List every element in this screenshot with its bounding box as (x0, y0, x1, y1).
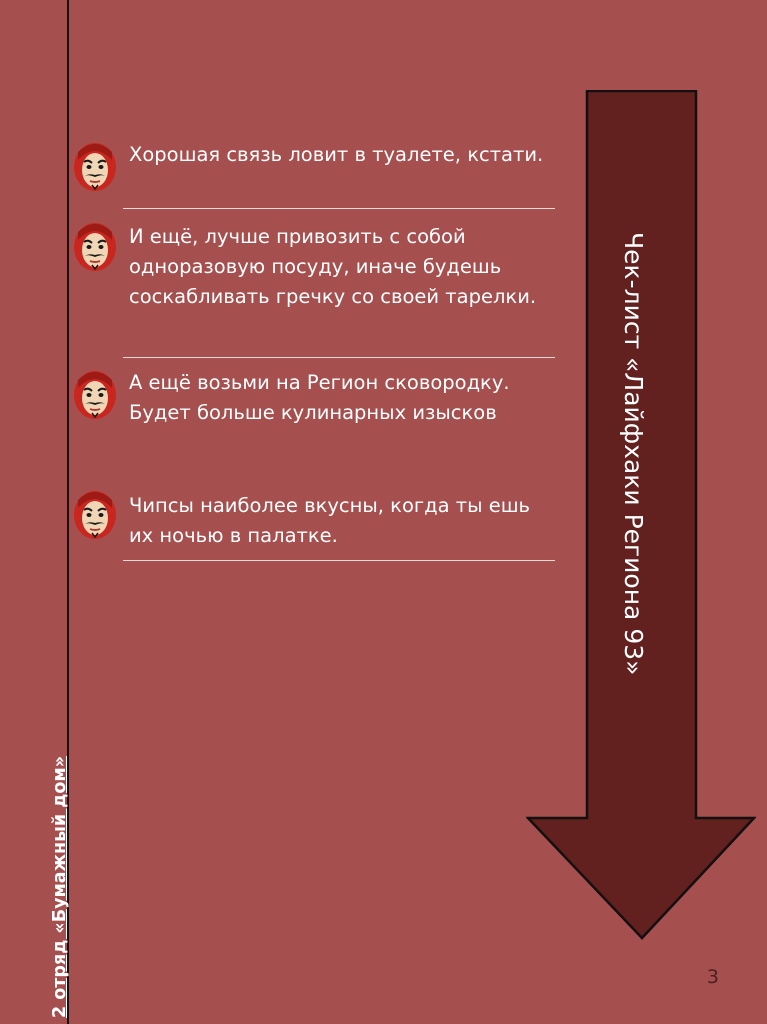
list-item-text: И ещё, лучше привозить с собой одноразовую посуду, иначе будешь соскабливать гречку со своей тарелки. (129, 225, 537, 308)
checklist-title: Чек-лист «Лайфхаки Региона 93» (619, 232, 648, 676)
dali-mask-icon (72, 140, 118, 192)
item-divider (123, 208, 555, 209)
item-divider (123, 357, 555, 358)
list-item-text: Чипсы наиболее вкусны, когда ты ешь их ночью в палатке. (129, 494, 531, 547)
page-number: 3 (706, 966, 719, 988)
dali-mask-icon (72, 368, 118, 420)
dali-mask-icon (72, 220, 118, 272)
item-divider (123, 560, 555, 561)
dali-mask-icon (72, 488, 118, 540)
list-item-text: А ещё возьми на Регион сковородку. Будет больше кулинарных изысков (129, 371, 510, 424)
squad-label: 2 отряд «Бумажный дом» (50, 755, 70, 1018)
list-item-text: Хорошая связь ловит в туалете, кстати. (129, 143, 544, 166)
